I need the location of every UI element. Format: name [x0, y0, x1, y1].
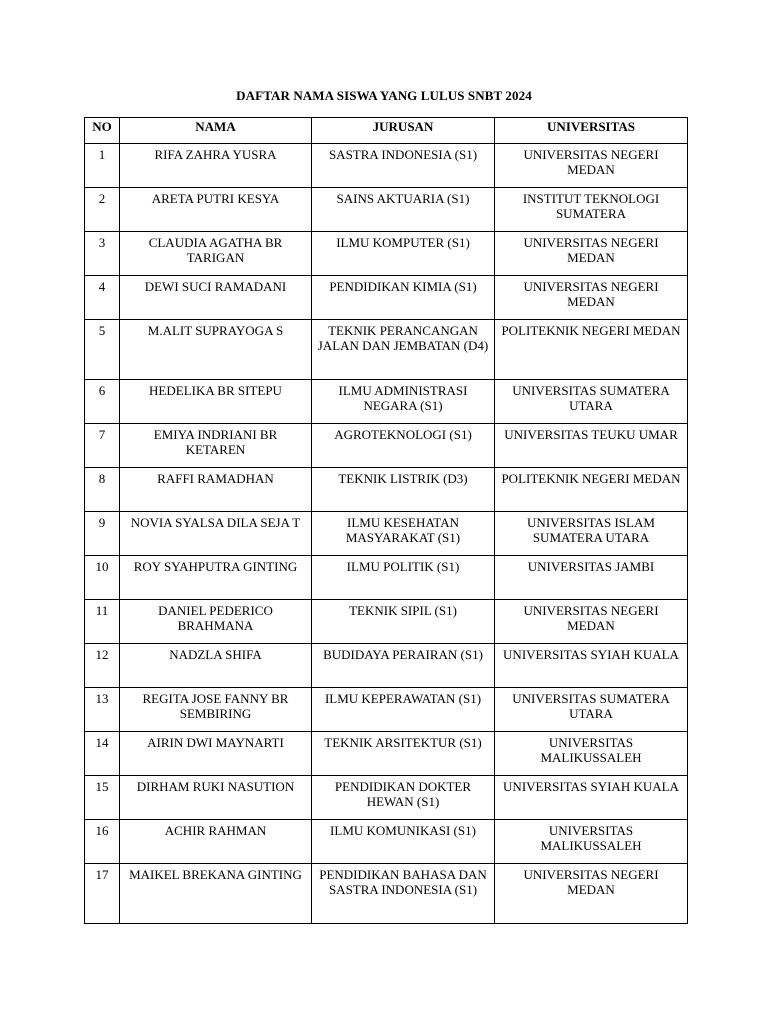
cell-no: 9: [85, 512, 120, 556]
table-row: [85, 688, 688, 732]
cell-jurusan: PENDIDIKAN BAHASA DAN SASTRA INDONESIA (S1): [312, 864, 495, 924]
cell-no: 16: [85, 820, 120, 864]
table-row: [85, 644, 688, 688]
cell-jurusan: TEKNIK ARSITEKTUR (S1): [312, 732, 495, 776]
cell-universitas: UNIVERSITAS MALIKUSSALEH: [495, 732, 688, 776]
cell-nama: NADZLA SHIFA: [120, 644, 312, 688]
table-row: [85, 144, 688, 188]
column-header-no: NO: [85, 118, 120, 144]
cell-universitas: UNIVERSITAS SYIAH KUALA: [495, 776, 688, 820]
cell-no: 2: [85, 188, 120, 232]
cell-no: 4: [85, 276, 120, 320]
cell-no: 14: [85, 732, 120, 776]
cell-no: 1: [85, 144, 120, 188]
cell-no: 11: [85, 600, 120, 644]
table-row: [85, 556, 688, 600]
table-row: [85, 820, 688, 864]
cell-no: 17: [85, 864, 120, 924]
cell-universitas: UNIVERSITAS SYIAH KUALA: [495, 644, 688, 688]
page-title: DAFTAR NAMA SISWA YANG LULUS SNBT 2024: [236, 88, 532, 103]
cell-nama: CLAUDIA AGATHA BR TARIGAN: [120, 232, 312, 276]
cell-jurusan: PENDIDIKAN DOKTER HEWAN (S1): [312, 776, 495, 820]
cell-jurusan: BUDIDAYA PERAIRAN (S1): [312, 644, 495, 688]
table-row: [85, 380, 688, 424]
column-header-universitas: UNIVERSITAS: [495, 118, 688, 144]
cell-nama: MAIKEL BREKANA GINTING: [120, 864, 312, 924]
cell-no: 13: [85, 688, 120, 732]
cell-jurusan: AGROTEKNOLOGI (S1): [312, 424, 495, 468]
cell-jurusan: ILMU KEPERAWATAN (S1): [312, 688, 495, 732]
cell-nama: REGITA JOSE FANNY BR SEMBIRING: [120, 688, 312, 732]
cell-jurusan: TEKNIK SIPIL (S1): [312, 600, 495, 644]
cell-nama: M.ALIT SUPRAYOGA S: [120, 320, 312, 380]
cell-universitas: UNIVERSITAS JAMBI: [495, 556, 688, 600]
cell-no: 8: [85, 468, 120, 512]
table-row: [85, 276, 688, 320]
table-row: [85, 864, 688, 924]
cell-universitas: UNIVERSITAS MALIKUSSALEH: [495, 820, 688, 864]
table-row: [85, 424, 688, 468]
cell-nama: ARETA PUTRI KESYA: [120, 188, 312, 232]
table-row: [85, 732, 688, 776]
table-row: [85, 188, 688, 232]
cell-universitas: POLITEKNIK NEGERI MEDAN: [495, 320, 688, 380]
cell-universitas: UNIVERSITAS TEUKU UMAR: [495, 424, 688, 468]
cell-jurusan: TEKNIK LISTRIK (D3): [312, 468, 495, 512]
cell-jurusan: ILMU KOMUNIKASI (S1): [312, 820, 495, 864]
cell-universitas: UNIVERSITAS NEGERI MEDAN: [495, 276, 688, 320]
cell-nama: AIRIN DWI MAYNARTI: [120, 732, 312, 776]
table-row: [85, 512, 688, 556]
cell-nama: DIRHAM RUKI NASUTION: [120, 776, 312, 820]
cell-no: 10: [85, 556, 120, 600]
cell-nama: HEDELIKA BR SITEPU: [120, 380, 312, 424]
cell-nama: RAFFI RAMADHAN: [120, 468, 312, 512]
cell-jurusan: ILMU POLITIK (S1): [312, 556, 495, 600]
cell-universitas: UNIVERSITAS NEGERI MEDAN: [495, 232, 688, 276]
cell-universitas: INSTITUT TEKNOLOGI SUMATERA: [495, 188, 688, 232]
cell-universitas: UNIVERSITAS ISLAM SUMATERA UTARA: [495, 512, 688, 556]
cell-no: 12: [85, 644, 120, 688]
table-header-row: [85, 118, 688, 144]
cell-nama: ACHIR RAHMAN: [120, 820, 312, 864]
cell-nama: DEWI SUCI RAMADANI: [120, 276, 312, 320]
cell-jurusan: SASTRA INDONESIA (S1): [312, 144, 495, 188]
cell-universitas: POLITEKNIK NEGERI MEDAN: [495, 468, 688, 512]
cell-jurusan: ILMU ADMINISTRASI NEGARA (S1): [312, 380, 495, 424]
cell-universitas: UNIVERSITAS SUMATERA UTARA: [495, 688, 688, 732]
column-header-jurusan: JURUSAN: [312, 118, 495, 144]
cell-no: 15: [85, 776, 120, 820]
cell-jurusan: PENDIDIKAN KIMIA (S1): [312, 276, 495, 320]
cell-jurusan: ILMU KOMPUTER (S1): [312, 232, 495, 276]
cell-no: 3: [85, 232, 120, 276]
cell-no: 7: [85, 424, 120, 468]
table-row: [85, 232, 688, 276]
cell-universitas: UNIVERSITAS NEGERI MEDAN: [495, 864, 688, 924]
table-row: [85, 776, 688, 820]
cell-universitas: UNIVERSITAS NEGERI MEDAN: [495, 600, 688, 644]
cell-nama: DANIEL PEDERICO BRAHMANA: [120, 600, 312, 644]
cell-nama: EMIYA INDRIANI BR KETAREN: [120, 424, 312, 468]
column-header-nama: NAMA: [120, 118, 312, 144]
cell-jurusan: SAINS AKTUARIA (S1): [312, 188, 495, 232]
cell-no: 5: [85, 320, 120, 380]
table-row: [85, 600, 688, 644]
student-table: [84, 117, 688, 924]
cell-universitas: UNIVERSITAS NEGERI MEDAN: [495, 144, 688, 188]
cell-jurusan: ILMU KESEHATAN MASYARAKAT (S1): [312, 512, 495, 556]
table-row: [85, 468, 688, 512]
cell-nama: NOVIA SYALSA DILA SEJA T: [120, 512, 312, 556]
cell-no: 6: [85, 380, 120, 424]
cell-nama: ROY SYAHPUTRA GINTING: [120, 556, 312, 600]
cell-universitas: UNIVERSITAS SUMATERA UTARA: [495, 380, 688, 424]
cell-jurusan: TEKNIK PERANCANGAN JALAN DAN JEMBATAN (D4): [312, 320, 495, 380]
cell-nama: RIFA ZAHRA YUSRA: [120, 144, 312, 188]
table-row: [85, 320, 688, 380]
